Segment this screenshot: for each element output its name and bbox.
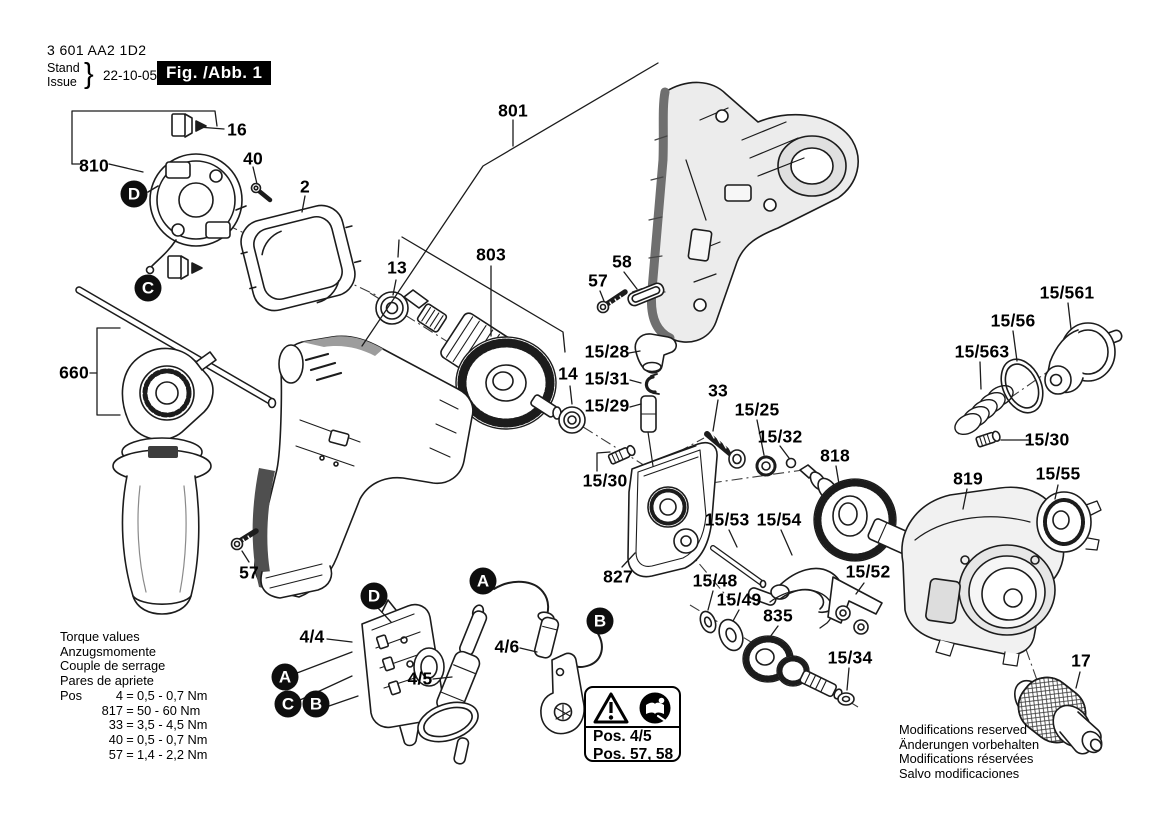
torque-title-3: Pares de apriete	[60, 673, 154, 689]
screw-57-bottom-drawing	[232, 531, 257, 550]
part-label-17-37: 17	[1071, 650, 1091, 671]
part-label-57-7: 57	[588, 270, 608, 291]
stand-label: Stand	[47, 61, 80, 75]
torque-table-rows	[60, 689, 207, 763]
warning-triangle-icon	[593, 691, 629, 725]
flange-15-55-drawing	[1037, 492, 1101, 552]
gear-plate-827-drawing	[628, 443, 717, 577]
letter-marker-C-4: C	[275, 691, 302, 718]
striker-15-561-drawing	[1045, 323, 1123, 394]
warning-line-2: Pos. 57, 58	[593, 745, 674, 763]
part-label-15-30-23: 15/30	[582, 470, 628, 491]
part-label-15-561-19: 15/561	[1039, 282, 1095, 303]
modifications-notice	[899, 723, 1039, 781]
part-label-58-8: 58	[612, 251, 632, 272]
part-label-15-563-17: 15/563	[954, 341, 1010, 362]
part-label-15-34-31: 15/34	[827, 647, 873, 668]
part-label-819-21: 819	[953, 468, 983, 489]
modifications-line-2: Modifications réservées	[899, 751, 1034, 767]
letter-marker-B-5: B	[303, 691, 330, 718]
part-label-57-33: 57	[239, 562, 259, 583]
torque-row-817: 817 = 50 - 60 Nm	[101, 702, 201, 718]
bushing-15-25-drawing	[757, 457, 776, 476]
brush-holder-drawing	[147, 114, 247, 279]
issue-label: Issue	[47, 75, 77, 89]
part-label-15-54-26: 15/54	[756, 509, 802, 530]
part-label-15-25-14: 15/25	[734, 399, 780, 420]
warning-icons	[586, 688, 679, 726]
figure-number-box: Fig. /Abb. 1	[157, 61, 271, 85]
modifications-line-3: Salvo modificaciones	[899, 765, 1020, 781]
document-part-number: 3 601 AA2 1D2	[47, 42, 147, 58]
screw-15-30-right-drawing	[976, 430, 1001, 447]
screw-15-30-left-drawing	[608, 445, 636, 465]
letter-marker-A-3: A	[272, 664, 299, 691]
part-label-15-49-29: 15/49	[716, 589, 762, 610]
part-label-40-2: 40	[243, 148, 263, 169]
part-label-15-28-10: 15/28	[584, 341, 630, 362]
stand-issue-label	[47, 61, 80, 89]
part-label-2-3: 2	[300, 176, 310, 197]
torque-row-33: 33 = 3,5 - 4,5 Nm	[108, 717, 208, 733]
letter-marker-D-0: D	[121, 181, 148, 208]
torque-row-40: 40 = 0,5 - 0,7 Nm	[108, 731, 208, 747]
torque-row-57: 57 = 1,4 - 2,2 Nm	[108, 746, 208, 762]
part-label-14-9: 14	[558, 363, 578, 384]
torque-table-titles	[60, 630, 207, 689]
washer-15-49-drawing	[715, 616, 747, 654]
washer-15-34-drawing	[838, 693, 854, 705]
part-label-15-30-20: 15/30	[1024, 429, 1070, 450]
part-label-15-55-22: 15/55	[1035, 463, 1081, 484]
warning-box	[584, 686, 681, 762]
housing-right-drawing	[649, 82, 858, 342]
washer-15-48-drawing	[697, 609, 718, 635]
screw-40-drawing	[252, 184, 271, 201]
torque-title-1: Anzugsmomente	[60, 643, 157, 659]
part-label-15-31-11: 15/31	[584, 368, 630, 389]
issue-date: 22-10-05	[103, 68, 158, 83]
pin-15-29-drawing	[641, 396, 656, 466]
letter-marker-D-2: D	[361, 583, 388, 610]
aux-handle-drawing	[79, 290, 276, 614]
brace-glyph: }	[84, 58, 94, 90]
rod-15-53-drawing	[713, 548, 766, 587]
letter-marker-B-7: B	[587, 608, 614, 635]
part-label-33-13: 33	[708, 380, 728, 401]
bracket-15-52-drawing	[828, 577, 882, 634]
part-label-801-4: 801	[498, 100, 528, 121]
torque-row-4: Pos 4 = 0,5 - 0,7 Nm	[60, 687, 208, 703]
warning-text	[586, 728, 679, 763]
part-label-810-1: 810	[79, 155, 109, 176]
warning-line-1: Pos. 4/5	[593, 728, 652, 745]
letter-marker-A-6: A	[470, 568, 497, 595]
field-coil-drawing	[234, 199, 367, 318]
part-label-827-24: 827	[603, 566, 633, 587]
part-label-803-6: 803	[476, 244, 506, 265]
part-label-660-32: 660	[59, 362, 89, 383]
part-label-15-56-18: 15/56	[990, 310, 1036, 331]
part-label-15-48-28: 15/48	[692, 570, 738, 591]
part-label-15-29-12: 15/29	[584, 395, 630, 416]
torque-title-0: Torque values	[60, 629, 140, 644]
o-ring-15-56-drawing	[993, 353, 1050, 420]
gear-835-drawing	[743, 636, 843, 700]
read-manual-icon	[638, 691, 672, 725]
modifications-line-0: Modifications reserved	[899, 722, 1028, 737]
part-label-835-30: 835	[763, 605, 793, 626]
part-label-16-0: 16	[227, 119, 247, 140]
part-label-13-5: 13	[387, 257, 407, 278]
part-label-818-16: 818	[820, 445, 850, 466]
part-label-4-5-36: 4/5	[407, 668, 433, 689]
part-label-4-4-34: 4/4	[299, 626, 325, 647]
bearing-13-drawing	[376, 292, 408, 324]
ball-15-32-drawing	[787, 459, 796, 468]
modifications-line-1: Änderungen vorbehalten	[899, 736, 1040, 752]
cap-15-28-drawing	[635, 334, 676, 373]
part-label-15-53-25: 15/53	[704, 509, 750, 530]
part-label-4-6-35: 4/6	[494, 636, 520, 657]
bearing-14-drawing	[559, 407, 585, 433]
part-label-15-52-27: 15/52	[845, 561, 891, 582]
clip-15-31-drawing	[646, 374, 659, 394]
torque-title-2: Couple de serrage	[60, 658, 166, 674]
drill-body-drawing	[253, 336, 473, 598]
part-label-15-32-15: 15/32	[757, 426, 803, 447]
fork-15-54-drawing	[747, 568, 842, 628]
torque-table	[60, 630, 207, 762]
letter-marker-C-1: C	[135, 275, 162, 302]
